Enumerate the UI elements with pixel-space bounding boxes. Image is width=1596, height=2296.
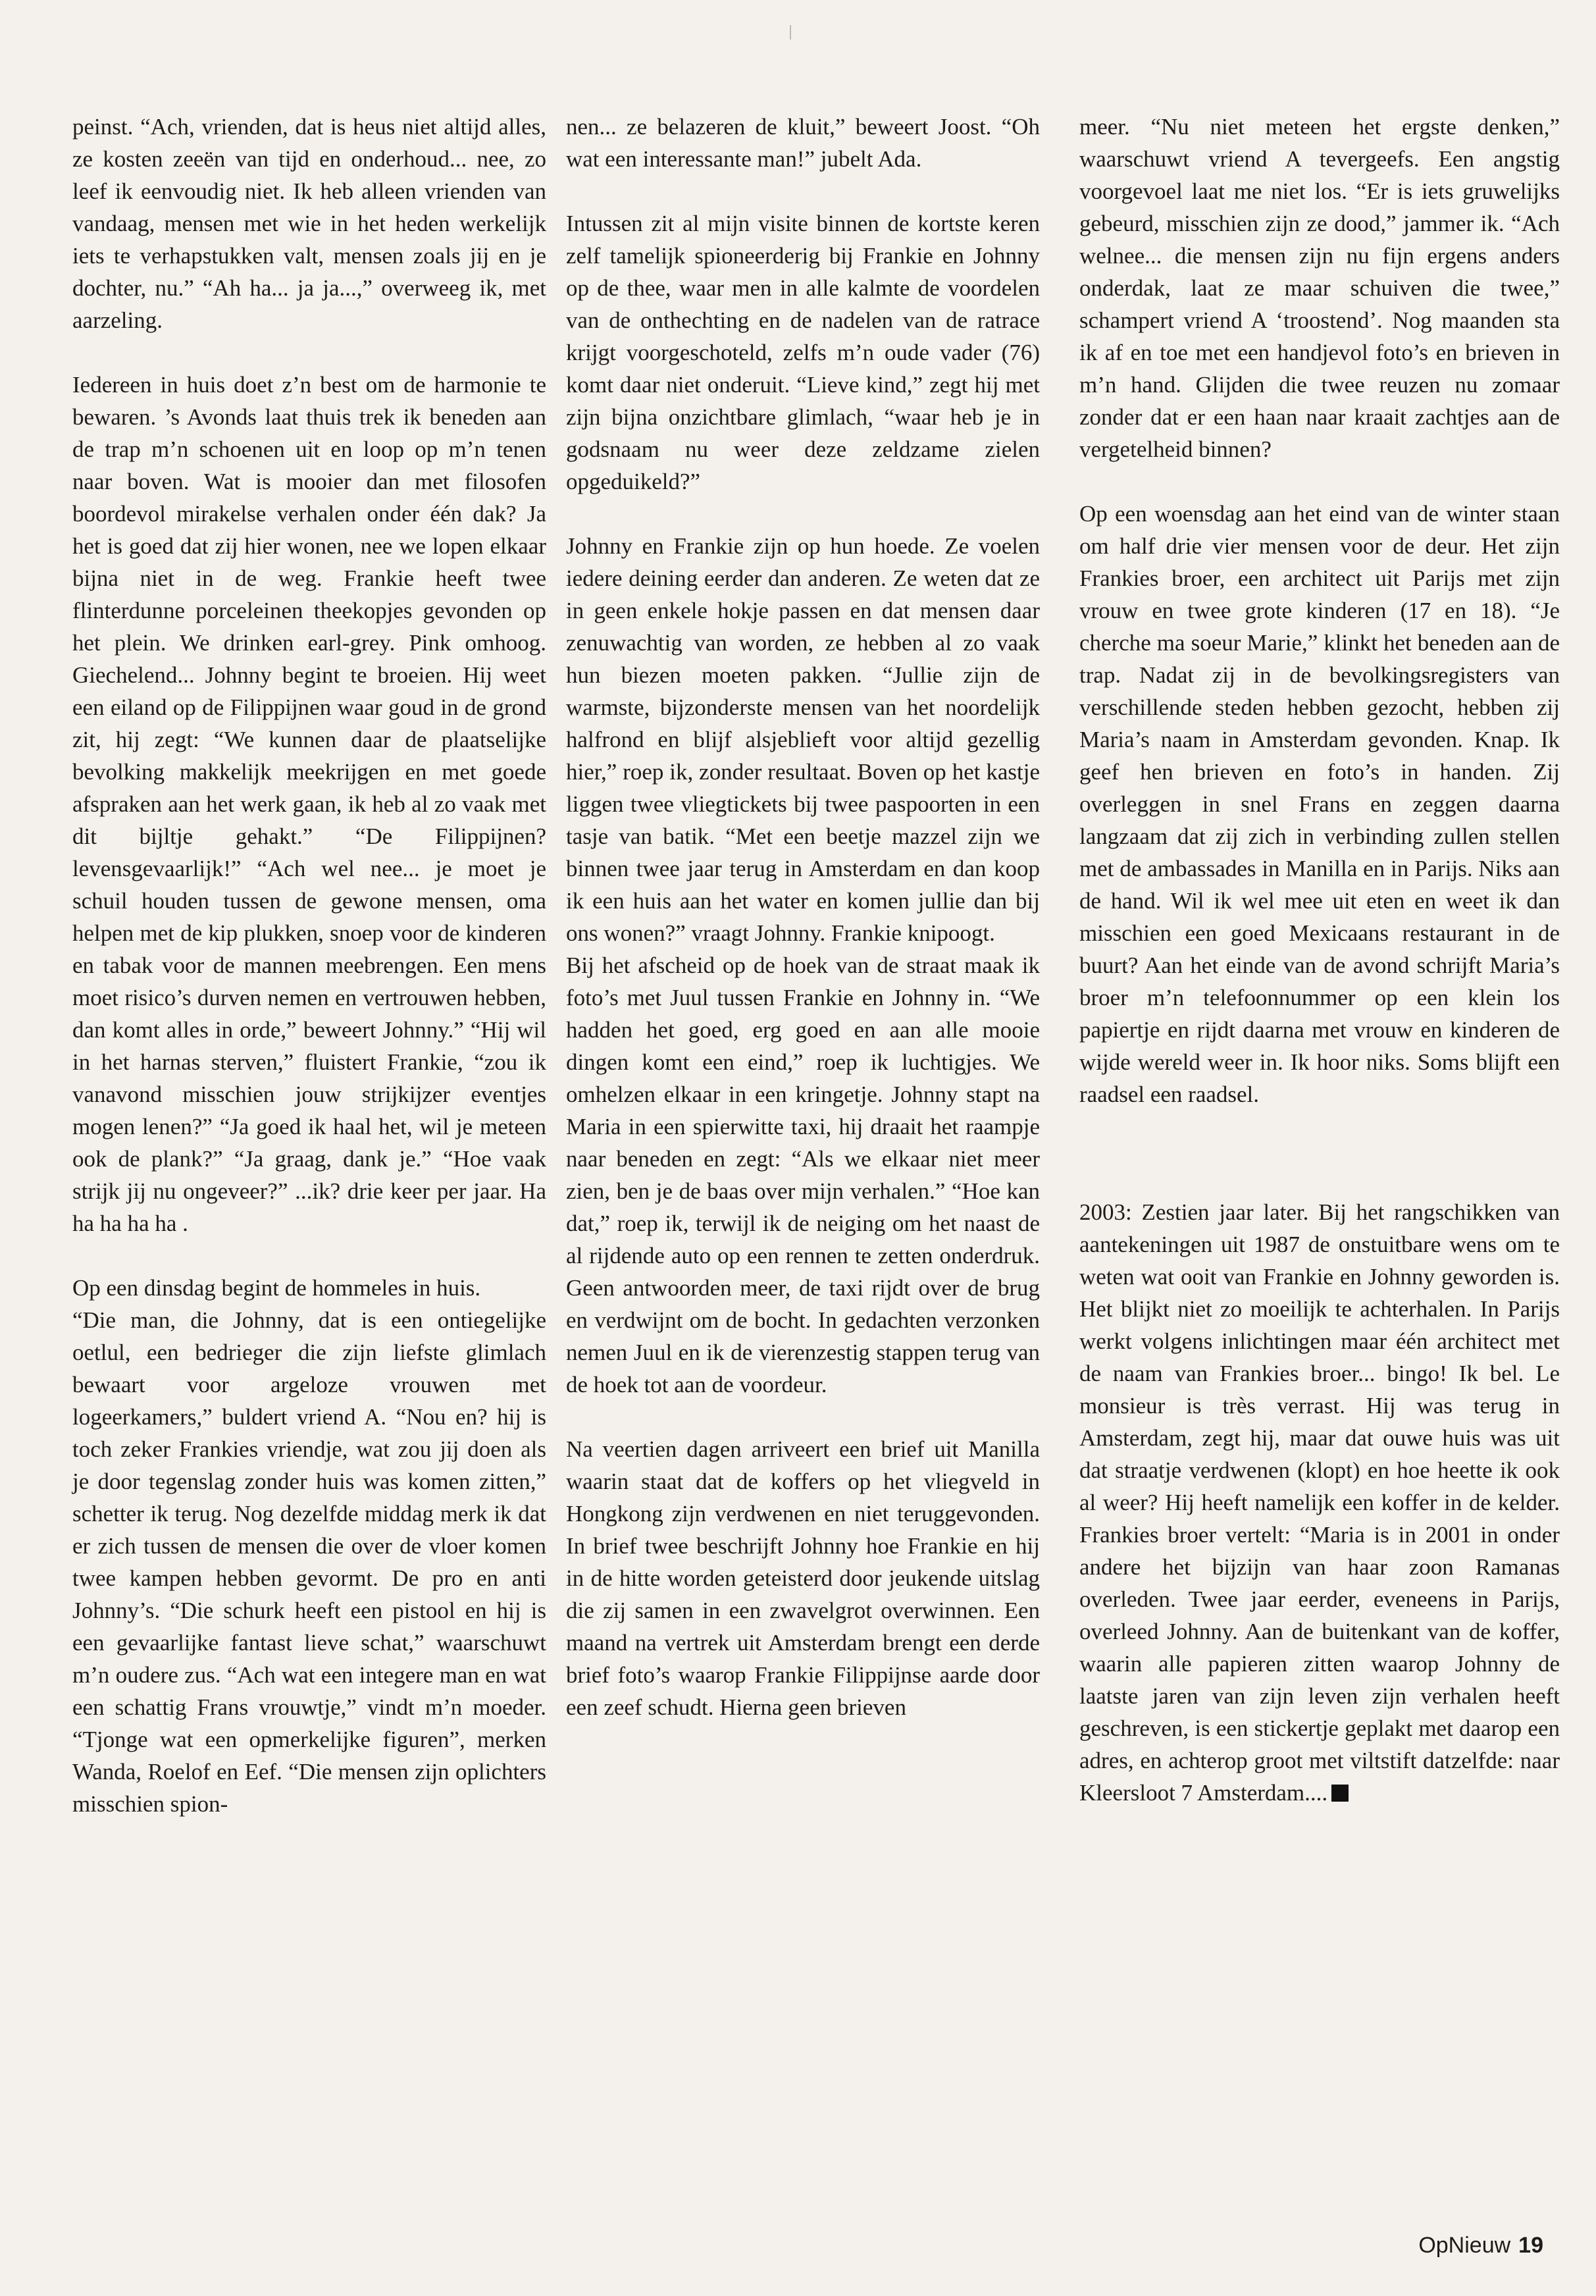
end-mark-icon bbox=[1331, 1785, 1349, 1802]
paragraph: Bij het afscheid op de hoek van de straat maak ik foto’s met Juul tussen Frankie en Johnny in. “We hadden het goed, erg goed en aan alle mooie dingen komt een eind,” roep ik luchtigjes. We omhelzen elkaar in een kringetje. Johnny stapt na Maria in een spierwitte taxi, hij draait het raampje naar beneden en zegt: “Als we elkaar niet meer zien, ben je de baas over mijn verhalen.” “Hoe kan dat,” roep ik, terwijl ik de neiging om het naast de al rijdende auto op een rennen te zetten onderdruk. Geen antwoorden meer, de taxi rijdt over de brug en verdwijnt om de bocht. In gedachten verzonken nemen Juul en ik de vierenzestig stappen terug van de hoek tot aan de voordeur. bbox=[566, 952, 1040, 1397]
paragraph: “Die man, die Johnny, dat is een ontiegelijke oetlul, een bedrieger die zijn liefste glimlach bewaart voor argeloze vrouwen met logeerkamers,” buldert vriend A. “Nou en? hij is toch zeker Frankies vriendje, wat zou jij doen als je door tegenslag zonder huis was komen zitten,” schetter ik terug. Nog dezelfde middag merk ik dat er zich tussen de mensen die over de vloer komen twee kampen hebben gevormt. De pro en anti Johnny’s. “Die schurk heeft een pistool en hij is een gevaarlijke fantast lieve schat,” waarschuwt m’n oudere zus. “Ach wat een integere man en wat een schattig Frans vrouwtje,” vindt m’n moeder. “Tjonge wat een opmerkelijke figuren”, merken Wanda, Roelof en Eef. “Die mensen zijn oplichters misschien spion- bbox=[72, 1307, 546, 1817]
paragraph: meer. “Nu niet meteen het ergste denken,” waarschuwt vriend A tevergeefs. Een angstig voorgevoel laat me niet los. “Er is iets gruwelijks gebeurd, misschien zijn ze dood,” jammer ik. “Ach welnee... die mensen zijn nu fijn ergens anders onderdak, laat ze maar schuiven die twee,” schampert vriend A ‘troostend’. Nog maanden sta ik af en toe met een handjevol foto’s en brieven in m’n hand. Glijden die twee reuzen nu zomaar zonder dat er een haan naar kraait zachtjes aan de vergetelheid binnen? bbox=[1079, 114, 1560, 462]
page-number: 19 bbox=[1518, 2233, 1543, 2258]
paragraph: Op een dinsdag begint de hommeles in huis. bbox=[72, 1275, 481, 1301]
article-column-1 bbox=[72, 111, 546, 1852]
paragraph: Op een woensdag aan het eind van de winter staan om half drie vier mensen voor de deur. Het zijn Frankies broer, een architect uit Parijs met zijn vrouw en twee grote kinderen (17 en 18). “Je cherche ma soeur Marie,” klinkt het beneden aan de trap. Nadat zij in de bevolkingsregisters van verschillende steden hebben gezocht, hebben zij Maria’s naam in Amsterdam gevonden. Knap. Ik geef hen brieven en foto’s in handen. Zij overleggen in snel Frans en zeggen daarna langzaam dat zij zich in verbinding zullen stellen met de ambassades in Manilla en in Parijs. Niks aan de hand. Wil ik wel mee uit eten en weet ik dan misschien een goed Mexicaans restaurant in de buurt? Aan het einde van de avond schrijft Maria’s broer m’n telefoonnummer op een klein los papiertje en rijdt daarna met vrouw en kinderen de wijde wereld weer in. Ik hoor niks. Soms blijft een raadsel een raadsel. bbox=[1079, 501, 1560, 1107]
paragraph: Iedereen in huis doet z’n best om de harmonie te bewaren. ’s Avonds laat thuis trek ik beneden aan de trap m’n schoenen uit en loop op m’n tenen naar boven. Wat is mooier dan met filosofen boordevol mirakelse verhalen onder één dak? Ja het is goed dat zij hier wonen, nee we lopen elkaar bijna niet in de weg. Frankie heeft twee flinterdunne porceleinen theekopjes gevonden op het plein. We drinken earl-grey. Pink omhoog. Giechelend... Johnny begint te broeien. Hij weet een eiland op de Filippijnen waar goud in de grond zit, hij zegt: “We kunnen daar de plaatselijke bevolking makkelijk meekrijgen en met goede afspraken aan het werk gaan, ik heb al zo vaak met dit bijltje gehakt.” “De Filippijnen? levensgevaarlijk!” “Ach wel nee... je moet je schuil houden tussen de gewone mensen, oma helpen met de kip plukken, snoep voor de kinderen en tabak voor de mannen meebrengen. Een mens moet risico’s durven nemen en vertrouwen hebben, dan komt alles in orde,” beweert Johnny.” “Hij wil in het harnas sterven,” fluistert Frankie, “zou ik vanavond misschien jouw strijkijzer eventjes mogen lenen?” “Ja goed ik haal het, wil je meteen ook de plank?” “Ja graag, dank je.” “Hoe vaak strijk jij nu ongeveer?” ...ik? drie keer per jaar. Ha ha ha ha ha . bbox=[72, 372, 546, 1236]
article-column-2 bbox=[566, 111, 1040, 1756]
paragraph: Na veertien dagen arriveert een brief uit Manilla waarin staat dat de koffers op het vliegveld in Hongkong zijn verdwenen en niet teruggevonden. In brief twee beschrijft Johnny hoe Frankie en hij in de hitte worden geteisterd door jeukende uitslag die zij samen in een zwavelgrot overwinnen. Een maand na vertrek uit Amsterdam brengt een derde brief foto’s waarop Frankie Filippijnse aarde door een zeef schudt. Hierna geen brieven bbox=[566, 1436, 1040, 1720]
page-footer bbox=[1418, 2233, 1543, 2258]
article-column-3 bbox=[1079, 111, 1560, 1841]
paragraph: peinst. “Ach, vrienden, dat is heus niet altijd alles, ze kosten zeeën van tijd en onderhoud... nee, zo leef ik eenvoudig niet. Ik heb alleen vrienden van vandaag, mensen met wie in het heden werkelijk iets te verhapstukken valt, mensen zoals jij en je dochter, nu.” “Ah ha... ja ja...,” overweeg ik, met aarzeling. bbox=[72, 114, 546, 333]
paragraph: Johnny en Frankie zijn op hun hoede. Ze voelen iedere deining eerder dan anderen. Ze weten dat ze in geen enkele hokje passen en dat mensen daar zenuwachtig van worden, ze hebben al zo vaak hun biezen moeten pakken. “Jullie zijn de warmste, bijzonderste mensen van het noordelijk halfrond en blijf alsjeblieft voor altijd gezellig hier,” roep ik, zonder resultaat. Boven op het kastje liggen twee vliegtickets bij twee paspoorten in een tasje van batik. “Met een beetje mazzel zijn we binnen twee jaar terug in Amsterdam en dan koop ik een huis aan het water en komen jullie dan bij ons wonen?” vraagt Johnny. Frankie knipoogt. bbox=[566, 533, 1040, 946]
paragraph-text: 2003: Zestien jaar later. Bij het rangschikken van aantekeningen uit 1987 de onstuitbare wens om te weten wat ooit van Frankie en Johnny geworden is. Het blijkt niet zo moeilijk te achterhalen. In Parijs werkt volgens inlichtingen maar één architect met de naam van Frankies broer... bingo! Ik bel. Le monsieur is très verrast. Hij was terug in Amsterdam, zegt hij, maar dat ouwe huis was uit dat straatje verdwenen (klopt) en hoe heette ik ook al weer? Hij heeft namelijk een koffer in de kelder. Frankies broer vertelt: “Maria is in 2001 in onder andere het bijzijn van haar zoon Ramanas overleden. Twee jaar eerder, eveneens in Parijs, overleed Johnny. Aan de buitenkant van de koffer, waarin alle papieren zitten waarop Johnny de laatste jaren van zijn leven zijn verhalen heeft geschreven, is een stickertje geplakt met daarop een adres, en achterop groot met viltstift datzelfde: naar Kleersloot 7 Amsterdam.... bbox=[1079, 1199, 1560, 1806]
paragraph: Intussen zit al mijn visite binnen de kortste keren zelf tamelijk spioneerderig bij Frankie en Johnny op de thee, waar men in alle kalmte de voordelen van de onthechting en de nadelen van de ratrace krijgt voorgeschoteld, zelfs m’n oude vader (76) komt daar niet onderuit. “Lieve kind,” zegt hij met zijn bijna onzichtbare glimlach, “waar heb je in godsnaam nu weer deze zeldzame zielen opgeduikeld?” bbox=[566, 211, 1040, 494]
paragraph: nen... ze belazeren de kluit,” beweert Joost. “Oh wat een interessante man!” jubelt Ada. bbox=[566, 114, 1040, 172]
crop-mark bbox=[790, 25, 791, 39]
magazine-name: OpNieuw bbox=[1418, 2233, 1511, 2258]
final-paragraph bbox=[1079, 1196, 1560, 1809]
